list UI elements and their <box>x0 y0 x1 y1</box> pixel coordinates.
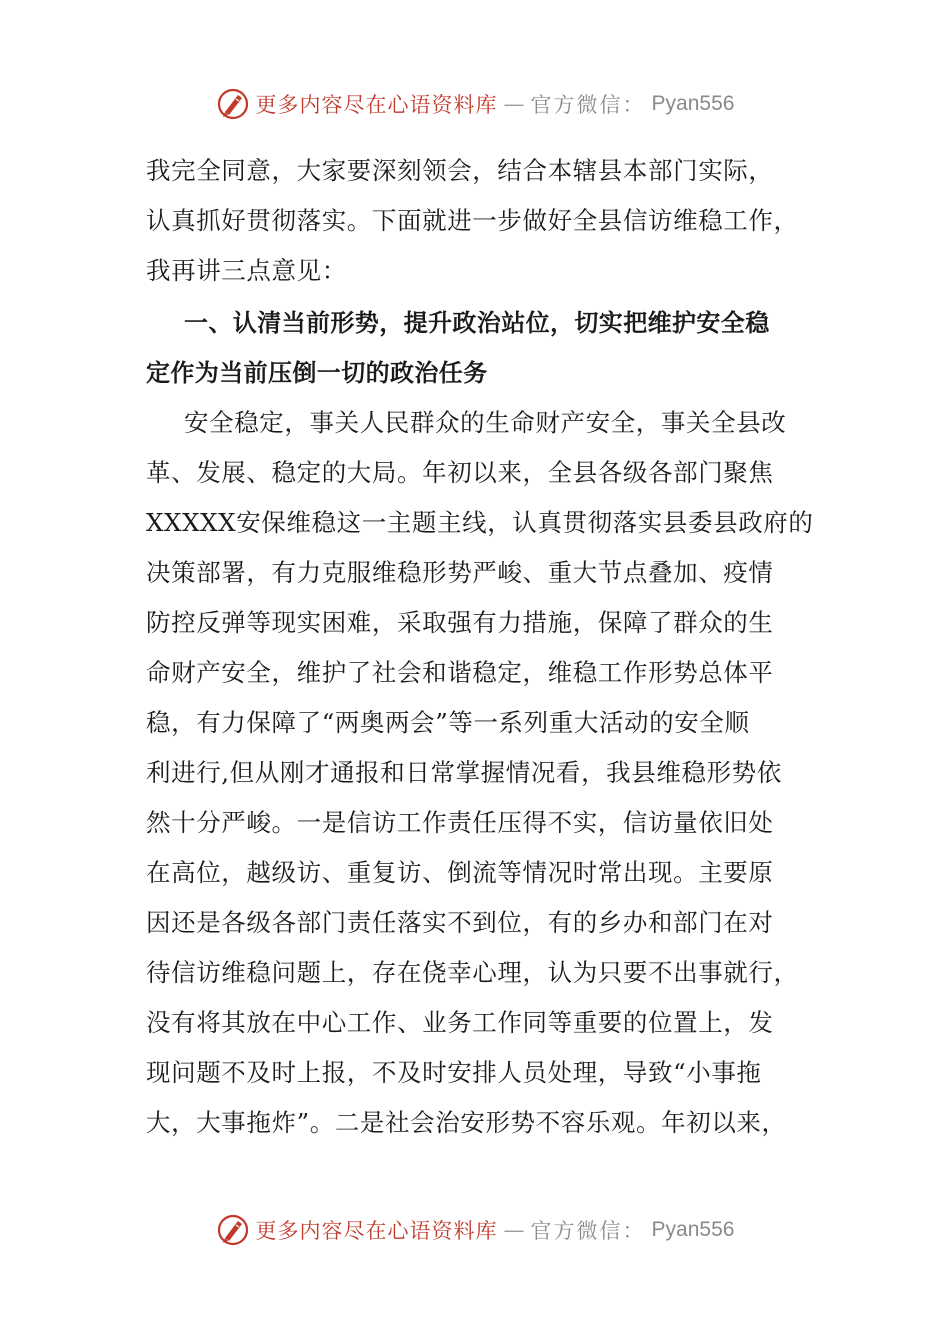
document-body <box>146 146 814 1148</box>
watermark-main-text: 更多内容尽在心语资料库 <box>255 1219 498 1243</box>
paragraph-line: 命财产安全，维护了社会和谐稳定，维稳工作形势总体平 <box>146 658 774 687</box>
body-line: 我再讲三点意见： <box>146 256 347 285</box>
paragraph-line: 利进行,但从刚才通报和日常掌握情况看，我县维稳形势依 <box>146 758 782 787</box>
paragraph-line: 然十分严峻。一是信访工作责任压得不实，信访量依旧处 <box>146 808 774 837</box>
paragraph-line: 因还是各级各部门责任落实不到位，有的乡办和部门在对 <box>146 908 774 937</box>
watermark-official-label: 官方微信： <box>530 1219 646 1243</box>
paragraph-line: 稳，有力保障了“两奥两会”等一系列重大活动的安全顺 <box>146 708 750 737</box>
section-heading-line: 一、认清当前形势，提升政治站位，切实把维护安全稳 <box>184 309 770 337</box>
pen-circle-icon <box>216 1213 250 1247</box>
watermark-official-label: 官方微信： <box>530 93 646 117</box>
watermark-separator: — <box>503 1218 525 1242</box>
watermark-separator: — <box>503 92 525 116</box>
header-watermark <box>0 84 950 124</box>
paragraph-line: 决策部署，有力克服维稳形势严峻、重大节点叠加、疫情 <box>146 558 774 587</box>
watermark-wechat-id: Pyan556 <box>651 92 735 115</box>
paragraph-line: 大，大事拖炸”。二是社会治安形势不容乐观。年初以来， <box>146 1108 787 1137</box>
paragraph-line: XXXXX安保维稳这一主题主线，认真贯彻落实县委县政府的 <box>146 508 814 537</box>
watermark-main-text: 更多内容尽在心语资料库 <box>255 93 498 117</box>
watermark-wechat-id: Pyan556 <box>651 1218 735 1241</box>
paragraph-line: 待信访维稳问题上，存在侥幸心理，认为只要不出事就行， <box>146 958 799 987</box>
paragraph-line: 在高位，越级访、重复访、倒流等情况时常出现。主要原 <box>146 858 774 887</box>
pen-circle-icon <box>216 87 250 121</box>
body-line: 我完全同意，大家要深刻领会，结合本辖县本部门实际， <box>146 156 774 185</box>
paragraph-line: 现问题不及时上报，不及时安排人员处理，导致“小事拖 <box>146 1058 762 1087</box>
paragraph-line: 防控反弹等现实困难，采取强有力措施，保障了群众的生 <box>146 608 774 637</box>
paragraph-line: 安全稳定，事关人民群众的生命财产安全，事关全县改 <box>184 408 787 437</box>
paragraph-line: 革、发展、稳定的大局。年初以来，全县各级各部门聚焦 <box>146 458 774 487</box>
footer-watermark <box>0 1210 950 1250</box>
section-heading-line: 定作为当前压倒一切的政治任务 <box>146 359 488 387</box>
body-line: 认真抓好贯彻落实。下面就进一步做好全县信访维稳工作， <box>146 206 799 235</box>
paragraph-line: 没有将其放在中心工作、业务工作同等重要的位置上，发 <box>146 1008 774 1037</box>
